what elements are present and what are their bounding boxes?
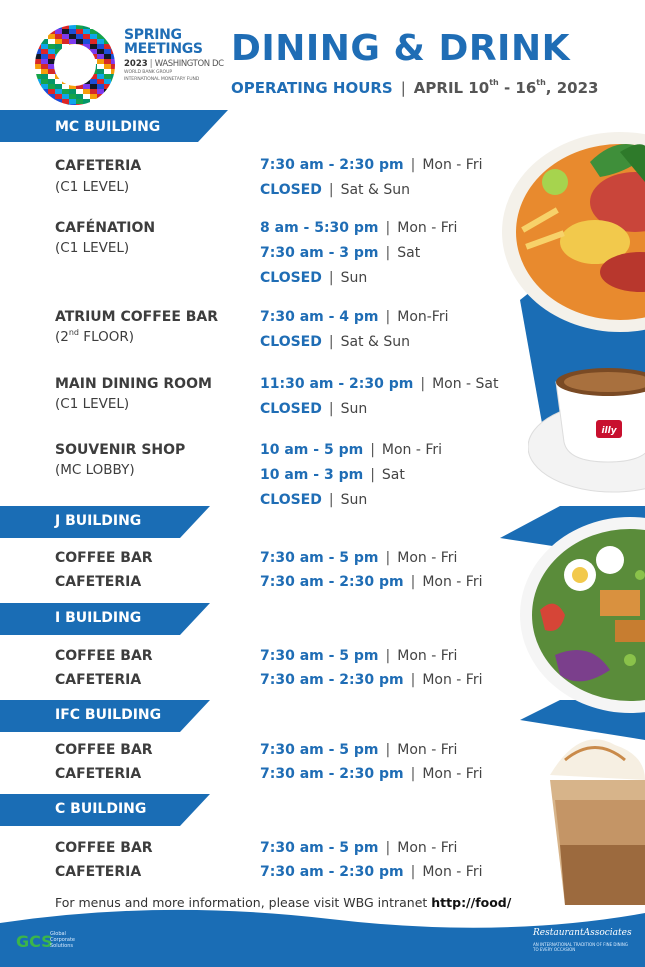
hours-row: CLOSED | Sun <box>260 270 368 286</box>
venue-main-dining-room: MAIN DINING ROOM <box>55 376 212 392</box>
page-title: DINING & DRINK <box>231 28 570 69</box>
hours-row: 8 am - 5:30 pm | Mon - Fri <box>260 220 458 236</box>
hours-row: CLOSED | Sun <box>260 492 368 508</box>
venue-cafeteria: CAFETERIA <box>55 574 142 590</box>
gcs-logo: GCS <box>16 932 53 951</box>
hours-row: CLOSED | Sat & Sun <box>260 182 410 198</box>
coffee-cup-image <box>528 352 645 502</box>
logo-meetings: MEETINGS <box>124 41 203 57</box>
hours-row: CLOSED | Sat & Sun <box>260 334 410 350</box>
venue-cafeteria-mc: CAFETERIA <box>55 158 142 174</box>
band-c-building: C BUILDING <box>55 801 147 817</box>
subtitle-separator: | <box>400 79 406 97</box>
hours-row: 7:30 am - 2:30 pm | Mon - Fri <box>260 574 483 590</box>
logo-sub1: WORLD BANK GROUP <box>124 70 173 75</box>
venue-coffee-bar: COFFEE BAR <box>55 742 153 758</box>
venue-coffee-bar: COFFEE BAR <box>55 648 153 664</box>
venue-level: (C1 LEVEL) <box>55 396 130 412</box>
logo-sub2: INTERNATIONAL MONETARY FUND <box>124 77 200 82</box>
venue-cafeteria: CAFETERIA <box>55 672 142 688</box>
venue-cafeteria: CAFETERIA <box>55 864 142 880</box>
band-mc-building: MC BUILDING <box>55 119 161 135</box>
logo-location: WASHINGTON DC <box>154 59 224 69</box>
restaurant-associates-tagline: AN INTERNATIONAL TRADITION OF FINE DINING TO EVERY OCCASION <box>533 942 628 952</box>
footer-note: For menus and more information, please visit WBG intranet http://food/ <box>55 895 512 910</box>
hours-row: 7:30 am - 4 pm | Mon-Fri <box>260 309 449 325</box>
hours-row: 10 am - 5 pm | Mon - Fri <box>260 442 443 458</box>
venue-souvenir-shop: SOUVENIR SHOP <box>55 442 186 458</box>
hours-row: 7:30 am - 2:30 pm | Mon - Fri <box>260 672 483 688</box>
hours-row: 11:30 am - 2:30 pm | Mon - Sat <box>260 376 499 392</box>
poke-bowl-image <box>520 515 645 715</box>
hours-row: 7:30 am - 5 pm | Mon - Fri <box>260 550 458 566</box>
band-j-building: J BUILDING <box>55 513 142 529</box>
hours-row: 7:30 am - 2:30 pm | Mon - Fri <box>260 157 483 173</box>
logo-year: 2023 <box>124 59 148 69</box>
band-i-building: I BUILDING <box>55 610 142 626</box>
gcs-logo-text: Global Corporate Solutions <box>50 931 75 949</box>
iced-coffee-image <box>540 725 645 905</box>
hours-row: 7:30 am - 2:30 pm | Mon - Fri <box>260 766 483 782</box>
venue-coffee-bar: COFFEE BAR <box>55 550 153 566</box>
hours-row: 7:30 am - 5 pm | Mon - Fri <box>260 840 458 856</box>
operating-hours-label: OPERATING HOURS <box>231 79 393 97</box>
venue-level: (C1 LEVEL) <box>55 179 130 195</box>
venue-cafenation: CAFÉNATION <box>55 220 156 236</box>
hours-row: 7:30 am - 5 pm | Mon - Fri <box>260 742 458 758</box>
hours-row: 7:30 am - 3 pm | Sat <box>260 245 421 261</box>
date-range: APRIL 10th - 16th, 2023 <box>413 78 599 97</box>
venue-atrium-coffee-bar: ATRIUM COFFEE BAR <box>55 309 219 325</box>
venue-level: (MC LOBBY) <box>55 462 135 478</box>
venue-level: (2nd FLOOR) <box>55 328 135 345</box>
salad-bowl-image <box>500 122 645 332</box>
venue-level: (C1 LEVEL) <box>55 240 130 256</box>
venue-coffee-bar: COFFEE BAR <box>55 840 153 856</box>
hours-row: CLOSED | Sun <box>260 401 368 417</box>
hours-row: 10 am - 3 pm | Sat <box>260 467 405 483</box>
intranet-link[interactable]: http://food/ <box>431 895 512 910</box>
band-ifc-building: IFC BUILDING <box>55 707 162 723</box>
hours-row: 7:30 am - 5 pm | Mon - Fri <box>260 648 458 664</box>
restaurant-associates-logo: RestaurantAssociates <box>533 928 632 938</box>
svg-text:illy: illy <box>601 426 617 436</box>
logo-year-location: 2023 | WASHINGTON DC <box>124 59 224 69</box>
venue-cafeteria: CAFETERIA <box>55 766 142 782</box>
logo-spring: SPRING <box>124 27 182 43</box>
hours-row: 7:30 am - 2:30 pm | Mon - Fri <box>260 864 483 880</box>
